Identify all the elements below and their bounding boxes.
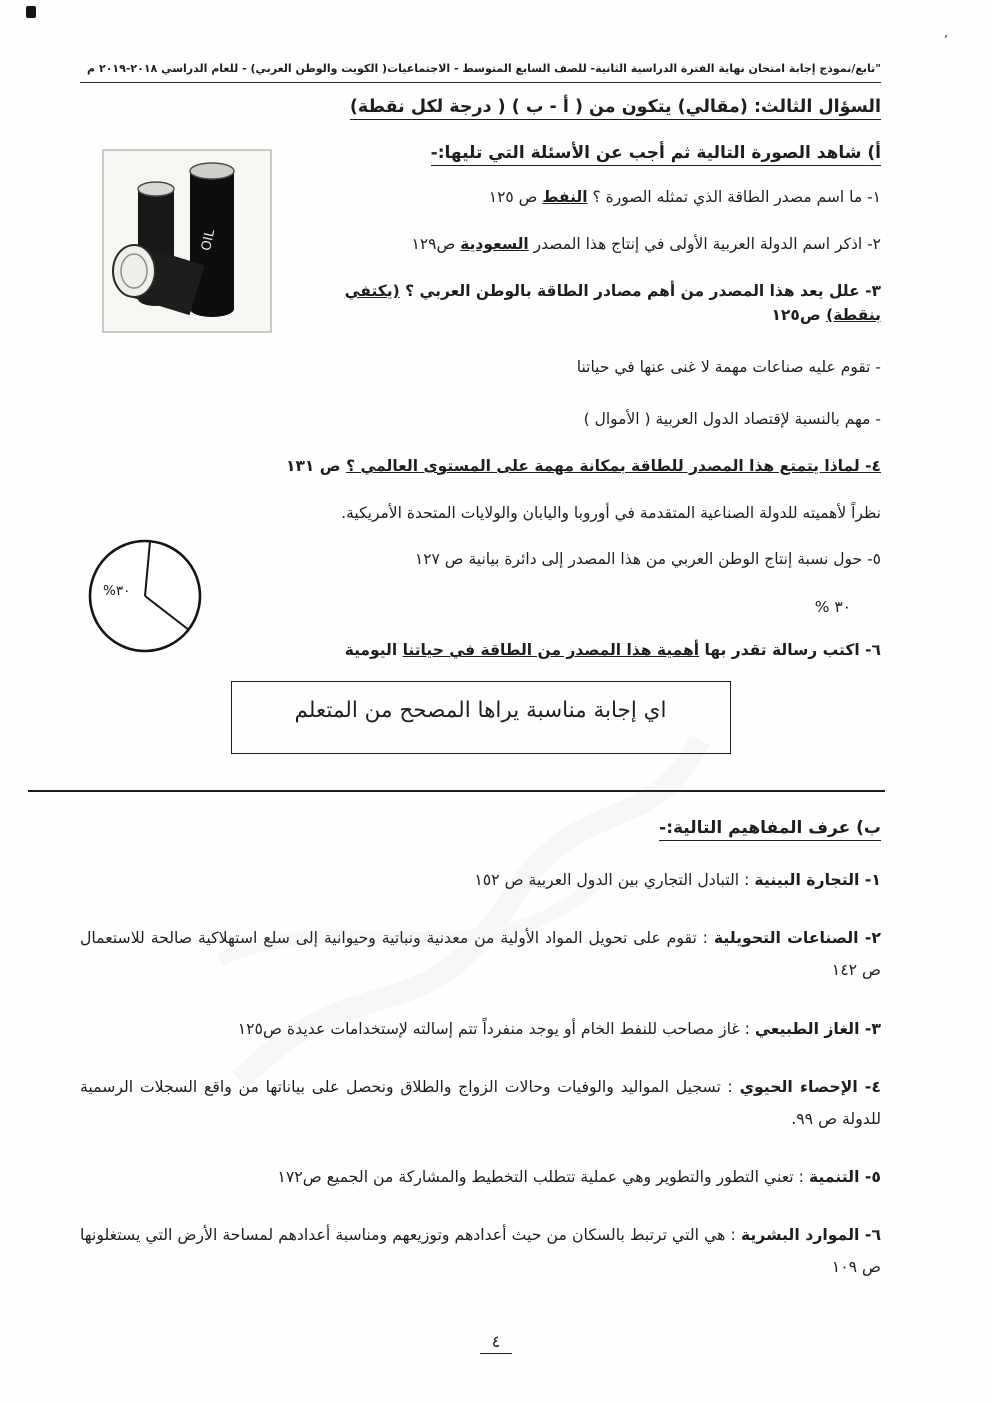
oil-label-large: OIL xyxy=(199,228,219,253)
definition-item-3 xyxy=(80,1013,881,1045)
definition-item-4 xyxy=(80,1071,881,1135)
definition-item-1 xyxy=(80,864,881,896)
question-1-pageref: ص ١٢٥ xyxy=(488,188,543,206)
definition-item-5 xyxy=(80,1161,881,1193)
question-2-pageref: ص١٢٩ xyxy=(411,234,461,253)
section-a xyxy=(80,143,881,754)
question-3-pageref: ص١٢٥ xyxy=(771,306,827,325)
section-divider xyxy=(28,790,885,792)
question-4-answer: نظراً لأهميته للدولة الصناعية المتقدمة في أوروبا واليابان والولايات المتحدة الأمريكية. xyxy=(341,503,881,522)
question-6-text-underlined: أهمية هذا المصدر من الطاقة في حياتنا xyxy=(402,641,700,660)
question-2-text: ٢- اذكر اسم الدولة العربية الأولى في إنتاج هذا المصدر xyxy=(528,234,881,253)
question-5-value: ٣٠ % xyxy=(814,598,851,617)
section-b-heading: ب) عرف المفاهيم التالية:- xyxy=(80,818,881,838)
grader-answer-box: اي إجابة مناسبة يراها المصحح من المتعلم xyxy=(231,681,731,754)
question-4 xyxy=(80,454,881,479)
question-6-text: ٦- اكتب رسالة تقدر بها xyxy=(699,641,881,660)
question-1-answer: النفط xyxy=(542,188,588,206)
question-3-note: (يكتفي بنقطة) xyxy=(344,281,881,325)
question-4-text: ٤- لماذا يتمتع هذا المصدر للطاقة بمكانة مهمة على المستوى العالمي ؟ xyxy=(346,456,881,475)
question-5: ٥- حول نسبة إنتاج الوطن العربي من هذا المصدر إلى دائرة بيانية ص ١٢٧ xyxy=(414,550,881,569)
definition-item-2 xyxy=(80,922,881,986)
definition-text: : تعني التطور والتطوير وهي عملية تتطلب التخطيط والمشاركة من الجميع ص١٧٢ xyxy=(277,1167,809,1187)
question-3-text: ٣- علل يعد هذا المصدر من أهم مصادر الطاقة بالوطن العربي ؟ xyxy=(399,281,881,300)
pie-chart xyxy=(86,537,204,657)
definition-text: : تسجيل المواليد والوفيات وحالات الزواج والطلاق ونحصل على بياناتها من واقع السجلات الرسمية للدولة ص ٩٩. xyxy=(80,1076,881,1128)
question-6-text-tail: اليومية xyxy=(344,641,403,660)
definition-text: : تقوم على تحويل المواد الأولية من معدنية ونباتية وحيوانية إلى سلع استهلاكية صالحة للاستعمال ص ١٤٢ xyxy=(80,928,881,980)
oil-barrels-image xyxy=(102,149,272,333)
definition-term: ٤- الإحصاء الحيوي xyxy=(739,1076,881,1096)
definition-term: ٥- التنمية xyxy=(808,1167,881,1187)
scan-artifact-top-left xyxy=(26,6,36,18)
question-3-answer-2: - مهم بالنسبة لإقتصاد الدول العربية ( الأموال ) xyxy=(583,409,881,428)
scan-artifact-top-right: ’ xyxy=(943,34,948,49)
section-a-heading: أ) شاهد الصورة التالية ثم أجب عن الأسئلة التي تليها:- xyxy=(80,143,881,163)
definition-text: : غاز مصاحب للنفط الخام أو يوجد منفرداً تتم إسالته لإستخدامات عديدة ص١٢٥ xyxy=(237,1018,755,1038)
question-2-answer: السعودية xyxy=(460,234,529,253)
question3-title xyxy=(80,97,881,117)
section-b xyxy=(80,818,881,1284)
question-1-text: ١- ما اسم مصدر الطاقة الذي تمثله الصورة ؟ xyxy=(587,188,881,206)
question-3-answer-1: - تقوم عليه صناعات مهمة لا غنى عنها في حياتنا xyxy=(576,358,881,377)
definition-text: : هي التي ترتبط بالسكان من حيث أعدادهم وتوزيعهم ومناسبة أعدادهم لمساحة الأرض التي يستغلونها ص ١٠٩ xyxy=(80,1225,881,1277)
question-4-pageref: ص ١٣١ xyxy=(286,456,347,475)
definition-term: ٣- الغاز الطبيعي xyxy=(754,1018,881,1038)
page-footer xyxy=(0,1332,992,1351)
exam-header: "تابع/نموذج إجابة امتحان نهاية الفترة الدراسية الثانية- للصف السابع المتوسط - الاجتماعيات( الكويت والوطن العربي) - للعام الدراسي ٢٠١٨-٢٠١٩ م xyxy=(80,62,881,83)
definition-item-6 xyxy=(80,1219,881,1283)
definition-term: ١- التجارة البينية xyxy=(754,869,881,889)
pie-chart-label: ٣٠% xyxy=(103,583,131,600)
definition-term: ٢- الصناعات التحويلية xyxy=(713,928,881,948)
definition-text: : التبادل التجاري بين الدول العربية ص ١٥٢ xyxy=(474,869,755,889)
oil-barrels-drawing xyxy=(102,149,272,333)
definition-term: ٦- الموارد البشرية xyxy=(740,1225,882,1245)
question3-title-text: السؤال الثالث: (مقالي) يتكون من ( أ - ب ) ( درجة لكل نقطة) xyxy=(350,97,881,120)
page-number: ٤ xyxy=(480,1332,513,1354)
